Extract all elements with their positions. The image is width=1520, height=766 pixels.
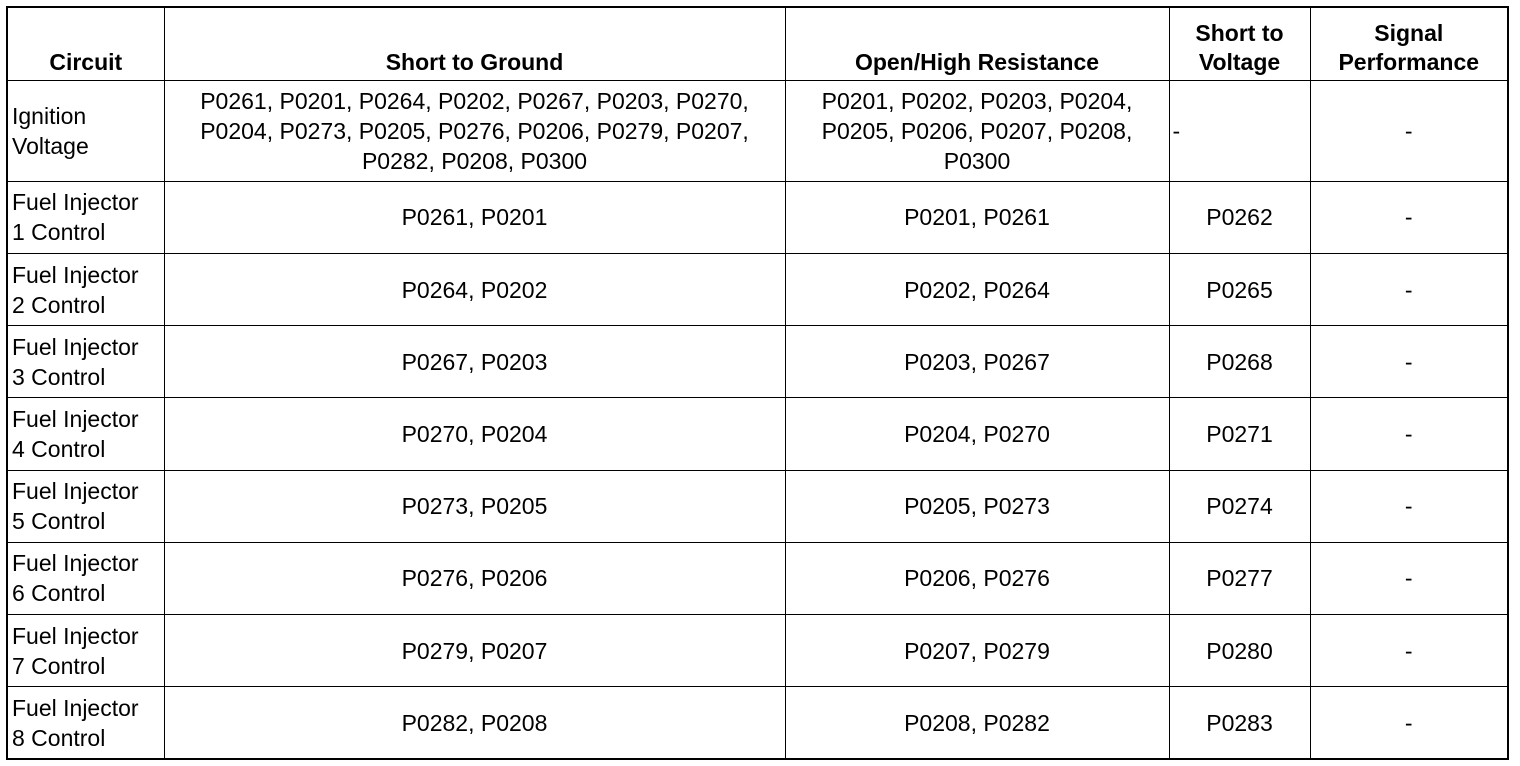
- circuit-cell: [7, 326, 164, 398]
- open-high-resistance-cell: P0205, P0273: [785, 470, 1169, 542]
- circuit-cell: [7, 80, 164, 181]
- short-to-voltage-cell: P0265: [1169, 254, 1310, 326]
- header-signal-performance-line1: Signal: [1374, 19, 1444, 46]
- short-to-ground-cell: P0264, P0202: [164, 254, 785, 326]
- signal-performance-cell: -: [1310, 470, 1508, 542]
- short-to-ground-cell: P0282, P0208: [164, 687, 785, 759]
- table-body: [7, 80, 1508, 759]
- circuit-name-line2: 8 Control: [12, 724, 106, 751]
- table-row: [7, 615, 1508, 687]
- circuit-cell: [7, 687, 164, 759]
- short-to-voltage-cell: P0280: [1169, 615, 1310, 687]
- header-circuit: Circuit: [7, 7, 164, 80]
- circuit-name-line2: 5 Control: [12, 508, 106, 535]
- short-to-voltage-cell: P0277: [1169, 542, 1310, 614]
- circuit-name-line1: Fuel Injector: [12, 261, 139, 288]
- short-to-ground-cell: P0276, P0206: [164, 542, 785, 614]
- open-high-resistance-cell: [785, 80, 1169, 181]
- circuit-name-line2: 3 Control: [12, 363, 106, 390]
- open-high-resistance-line2: P0205, P0206, P0207, P0208,: [821, 117, 1133, 144]
- table-row: [7, 687, 1508, 759]
- circuit-name-line2: 6 Control: [12, 580, 106, 607]
- circuit-name-line1: Fuel Injector: [12, 406, 139, 432]
- signal-performance-cell: -: [1310, 398, 1508, 470]
- table-row: [7, 254, 1508, 326]
- signal-performance-cell: -: [1310, 326, 1508, 398]
- short-to-ground-line3: P0282, P0208, P0300: [361, 147, 588, 174]
- circuit-cell: [7, 254, 164, 326]
- header-short-to-voltage-line1: Short to: [1195, 19, 1284, 46]
- open-high-resistance-cell: P0202, P0264: [785, 254, 1169, 326]
- open-high-resistance-cell: P0203, P0267: [785, 326, 1169, 398]
- short-to-ground-cell: P0267, P0203: [164, 326, 785, 398]
- short-to-ground-cell: P0279, P0207: [164, 615, 785, 687]
- circuit-cell: [7, 181, 164, 253]
- signal-performance-cell: -: [1310, 80, 1508, 181]
- open-high-resistance-cell: P0206, P0276: [785, 542, 1169, 614]
- table-header-row: [7, 7, 1508, 80]
- open-high-resistance-cell: P0208, P0282: [785, 687, 1169, 759]
- circuit-cell: [7, 542, 164, 614]
- short-to-ground-cell: P0270, P0204: [164, 398, 785, 470]
- short-to-voltage-cell: P0274: [1169, 470, 1310, 542]
- circuit-name-line1: Fuel Injector: [12, 189, 139, 216]
- short-to-ground-cell: [164, 80, 785, 181]
- header-signal-performance-line2: Performance: [1338, 48, 1480, 75]
- table-row-ignition-voltage: [7, 80, 1508, 181]
- circuit-name-line2: 1 Control: [12, 219, 106, 246]
- short-to-voltage-cell: P0283: [1169, 687, 1310, 759]
- circuit-name-line2: 2 Control: [12, 291, 106, 318]
- circuit-name-line1: Fuel Injector: [12, 333, 139, 360]
- circuit-cell: [7, 398, 164, 470]
- short-to-voltage-cell: P0262: [1169, 181, 1310, 253]
- circuit-name-line2: 7 Control: [12, 652, 106, 679]
- signal-performance-cell: -: [1310, 254, 1508, 326]
- signal-performance-cell: -: [1310, 181, 1508, 253]
- open-high-resistance-line3: P0300: [943, 147, 1011, 174]
- open-high-resistance-cell: P0207, P0279: [785, 615, 1169, 687]
- header-short-to-voltage: [1169, 7, 1310, 80]
- open-high-resistance-line1: P0201, P0202, P0203, P0204,: [821, 87, 1133, 114]
- signal-performance-cell: -: [1310, 687, 1508, 759]
- circuit-name-line1: Fuel Injector: [12, 694, 139, 721]
- circuit-cell: [7, 470, 164, 542]
- short-to-voltage-cell: P0268: [1169, 326, 1310, 398]
- short-to-voltage-cell: P0271: [1169, 398, 1310, 470]
- short-to-ground-line2: P0204, P0273, P0205, P0276, P0206, P0279, P0207,: [200, 117, 749, 144]
- table-row: [7, 398, 1508, 470]
- signal-performance-cell: -: [1310, 615, 1508, 687]
- circuit-name-line1: Fuel Injector: [12, 478, 139, 505]
- circuit-name-line2: Voltage: [12, 132, 89, 159]
- dtc-circuit-table: [6, 6, 1509, 760]
- header-short-to-voltage-line2: Voltage: [1198, 48, 1281, 75]
- circuit-cell: [7, 615, 164, 687]
- short-to-voltage-cell: -: [1169, 80, 1310, 181]
- short-to-ground-cell: P0273, P0205: [164, 470, 785, 542]
- signal-performance-cell: -: [1310, 542, 1508, 614]
- table-row: [7, 470, 1508, 542]
- table-row: [7, 326, 1508, 398]
- header-open-high-resistance: Open/High Resistance: [785, 7, 1169, 80]
- header-short-to-ground: Short to Ground: [164, 7, 785, 80]
- open-high-resistance-cell: P0201, P0261: [785, 181, 1169, 253]
- open-high-resistance-cell: P0204, P0270: [785, 398, 1169, 470]
- table-row: [7, 181, 1508, 253]
- table-row: [7, 542, 1508, 614]
- short-to-ground-line1: P0261, P0201, P0264, P0202, P0267, P0203, P0270,: [200, 87, 749, 114]
- short-to-ground-cell: P0261, P0201: [164, 181, 785, 253]
- circuit-name-line2: 4 Control: [12, 436, 106, 462]
- circuit-name-line1: Ignition: [12, 102, 87, 129]
- circuit-name-line1: Fuel Injector: [12, 622, 139, 649]
- circuit-name-line1: Fuel Injector: [12, 550, 139, 577]
- header-signal-performance: [1310, 7, 1508, 80]
